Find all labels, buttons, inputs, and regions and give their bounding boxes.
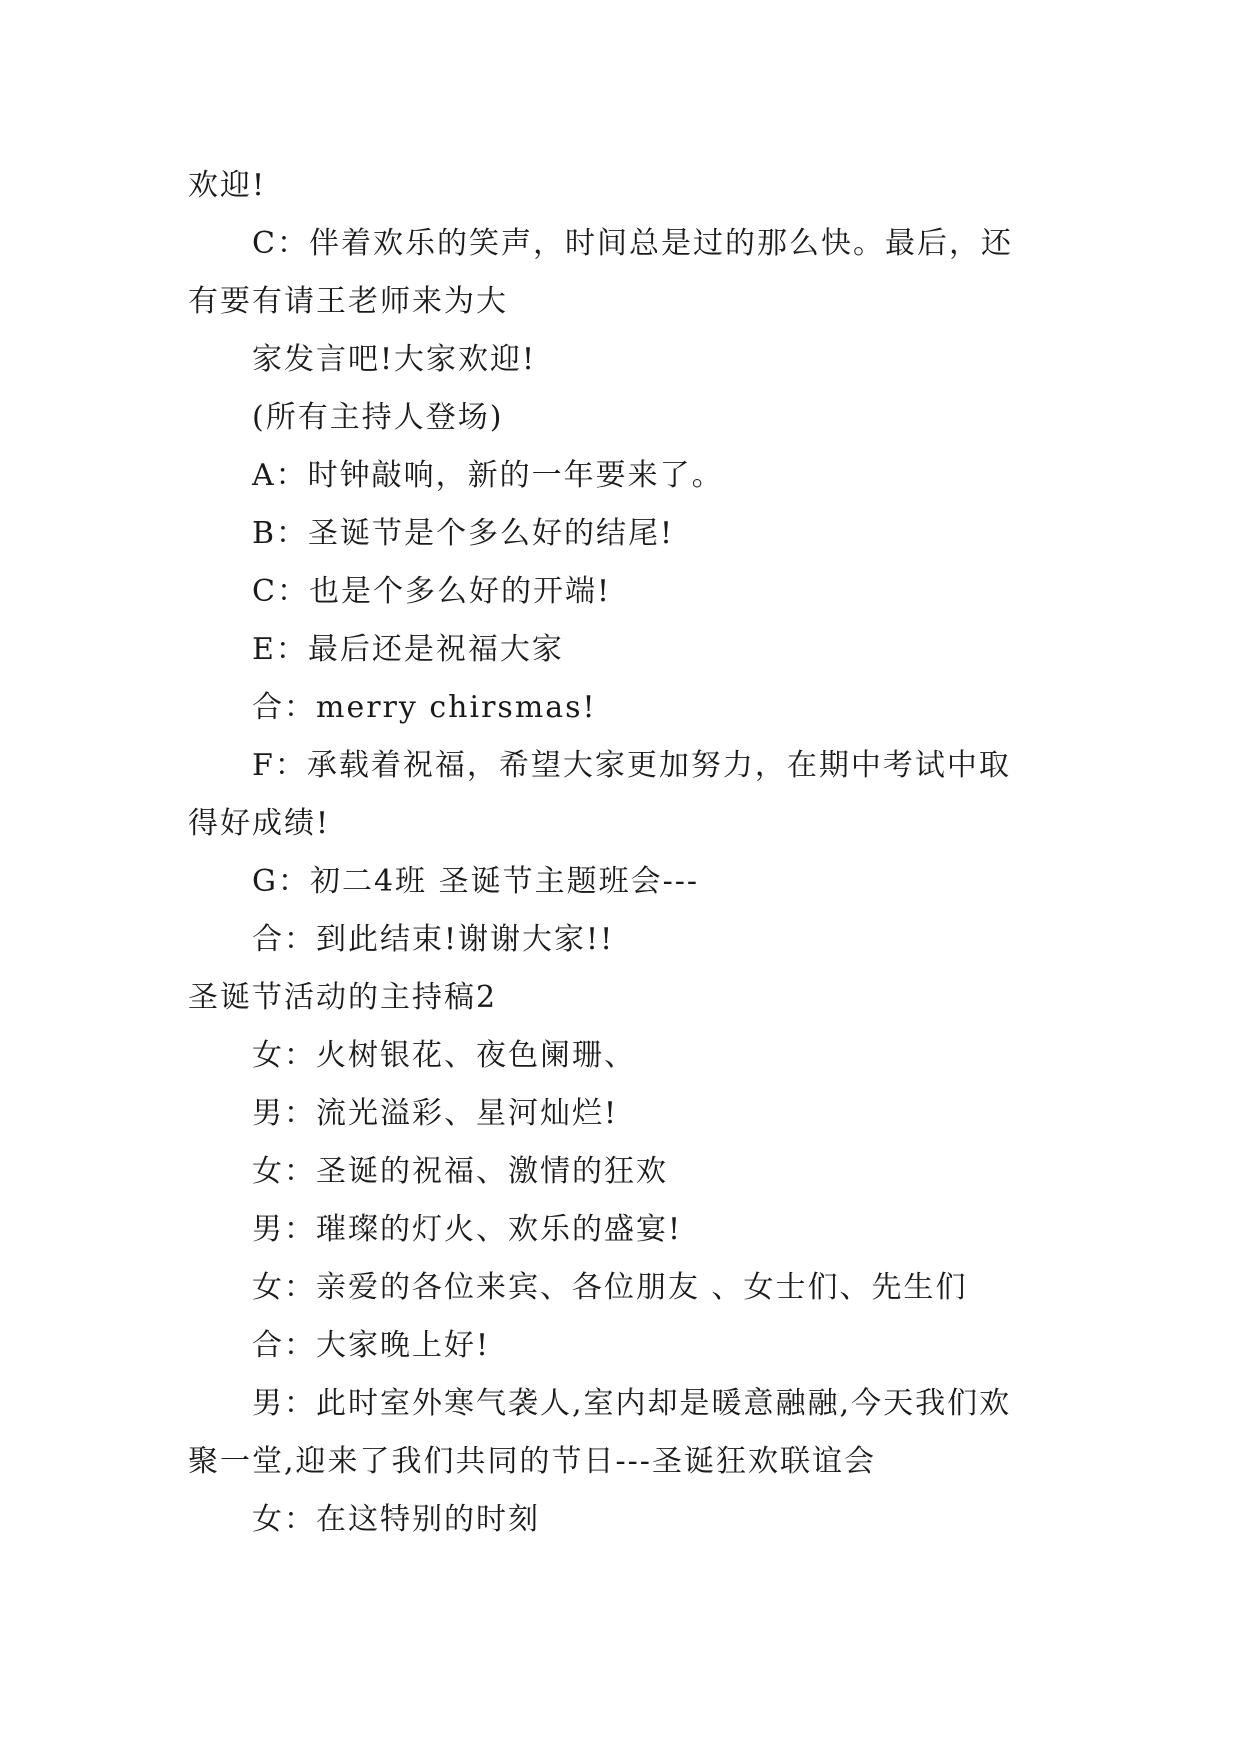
text-line: 欢迎! xyxy=(188,168,267,203)
text-line: 女：亲爱的各位来宾、各位朋友 、女士们、先生们 xyxy=(252,1270,968,1305)
section-heading: 圣诞节活动的主持稿2 xyxy=(188,980,498,1015)
text-line: C：也是个多么好的开端! xyxy=(252,574,612,609)
text-line: F：承载着祝福，希望大家更加努力，在期中考试中取 xyxy=(252,748,1011,783)
document-body xyxy=(188,157,1068,1549)
text-line: C：伴着欢乐的笑声，时间总是过的那么快。最后，还 xyxy=(252,226,1013,261)
text-line: 合：到此结束!谢谢大家!! xyxy=(252,922,615,957)
text-line: 女：圣诞的祝福、激情的狂欢 xyxy=(252,1154,668,1189)
text-line: G：初二4班 圣诞节主题班会--- xyxy=(252,864,699,899)
text-line: A：时钟敲响，新的一年要来了。 xyxy=(252,458,724,493)
text-line: 合：merry chirsmas! xyxy=(252,690,597,725)
text-line: 家发言吧!大家欢迎! xyxy=(252,342,537,377)
text-line: 男：流光溢彩、星河灿烂! xyxy=(252,1096,619,1131)
text-line: 聚一堂,迎来了我们共同的节日---圣诞狂欢联谊会 xyxy=(188,1444,876,1479)
text-line: 男：此时室外寒气袭人,室内却是暖意融融,今天我们欢 xyxy=(252,1386,1012,1421)
text-line: B：圣诞节是个多么好的结尾! xyxy=(252,516,675,551)
text-line: 女：火树银花、夜色阑珊、 xyxy=(252,1038,636,1073)
text-line: 得好成绩! xyxy=(188,806,331,841)
text-line: 男：璀璨的灯火、欢乐的盛宴! xyxy=(252,1212,683,1247)
text-line: (所有主持人登场) xyxy=(252,400,504,435)
text-line: 有要有请王老师来为大 xyxy=(188,284,508,319)
text-line: E：最后还是祝福大家 xyxy=(252,632,564,667)
text-line: 合：大家晚上好! xyxy=(252,1328,491,1363)
text-line: 女：在这特别的时刻 xyxy=(252,1502,540,1537)
